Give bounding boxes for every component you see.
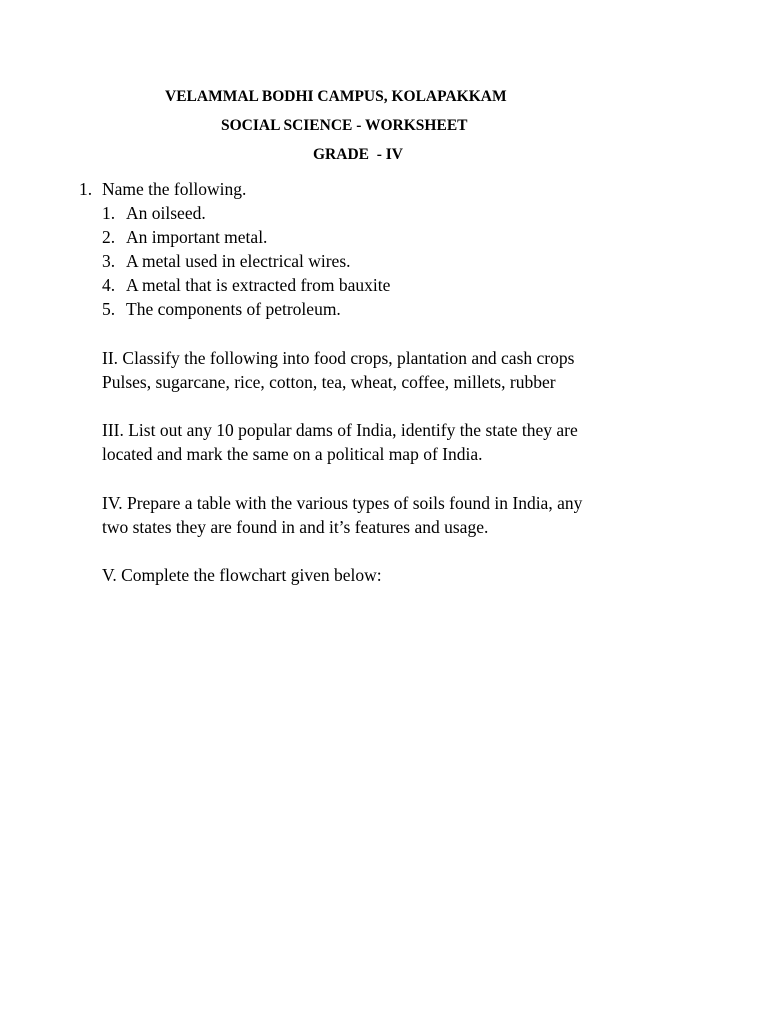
q1-prompt: Name the following. — [102, 179, 247, 199]
q1-item-4: A metal that is extracted from bauxite — [126, 275, 391, 295]
q1-item-2-number: 2. — [102, 227, 116, 247]
q1-item-1-number: 1. — [102, 203, 116, 223]
q1-number: 1. — [79, 179, 93, 199]
q1-item-3-number: 3. — [102, 251, 116, 271]
q3-line-1: III. List out any 10 popular dams of India, identify the state they are — [102, 420, 578, 440]
q1-item-4-number: 4. — [102, 275, 116, 295]
school-name: VELAMMAL BODHI CAMPUS, KOLAPAKKAM — [165, 88, 507, 105]
q1-item-5: The components of petroleum. — [126, 299, 341, 319]
q1-item-3: A metal used in electrical wires. — [126, 251, 351, 271]
q5-line-1: V. Complete the flowchart given below: — [102, 565, 382, 585]
q2-line-1: II. Classify the following into food crops, plantation and cash crops — [102, 348, 575, 368]
q1-item-1: An oilseed. — [126, 203, 206, 223]
worksheet-title: SOCIAL SCIENCE - WORKSHEET — [221, 117, 468, 134]
q4-line-2: two states they are found in and it’s features and usage. — [102, 517, 489, 537]
q1-item-2: An important metal. — [126, 227, 268, 247]
q3-line-2: located and mark the same on a political map of India. — [102, 444, 483, 464]
q4-line-1: IV. Prepare a table with the various types of soils found in India, any — [102, 493, 583, 513]
grade-label: GRADE - IV — [313, 146, 403, 163]
q1-item-5-number: 5. — [102, 299, 116, 319]
q2-line-2: Pulses, sugarcane, rice, cotton, tea, wheat, coffee, millets, rubber — [102, 372, 556, 392]
